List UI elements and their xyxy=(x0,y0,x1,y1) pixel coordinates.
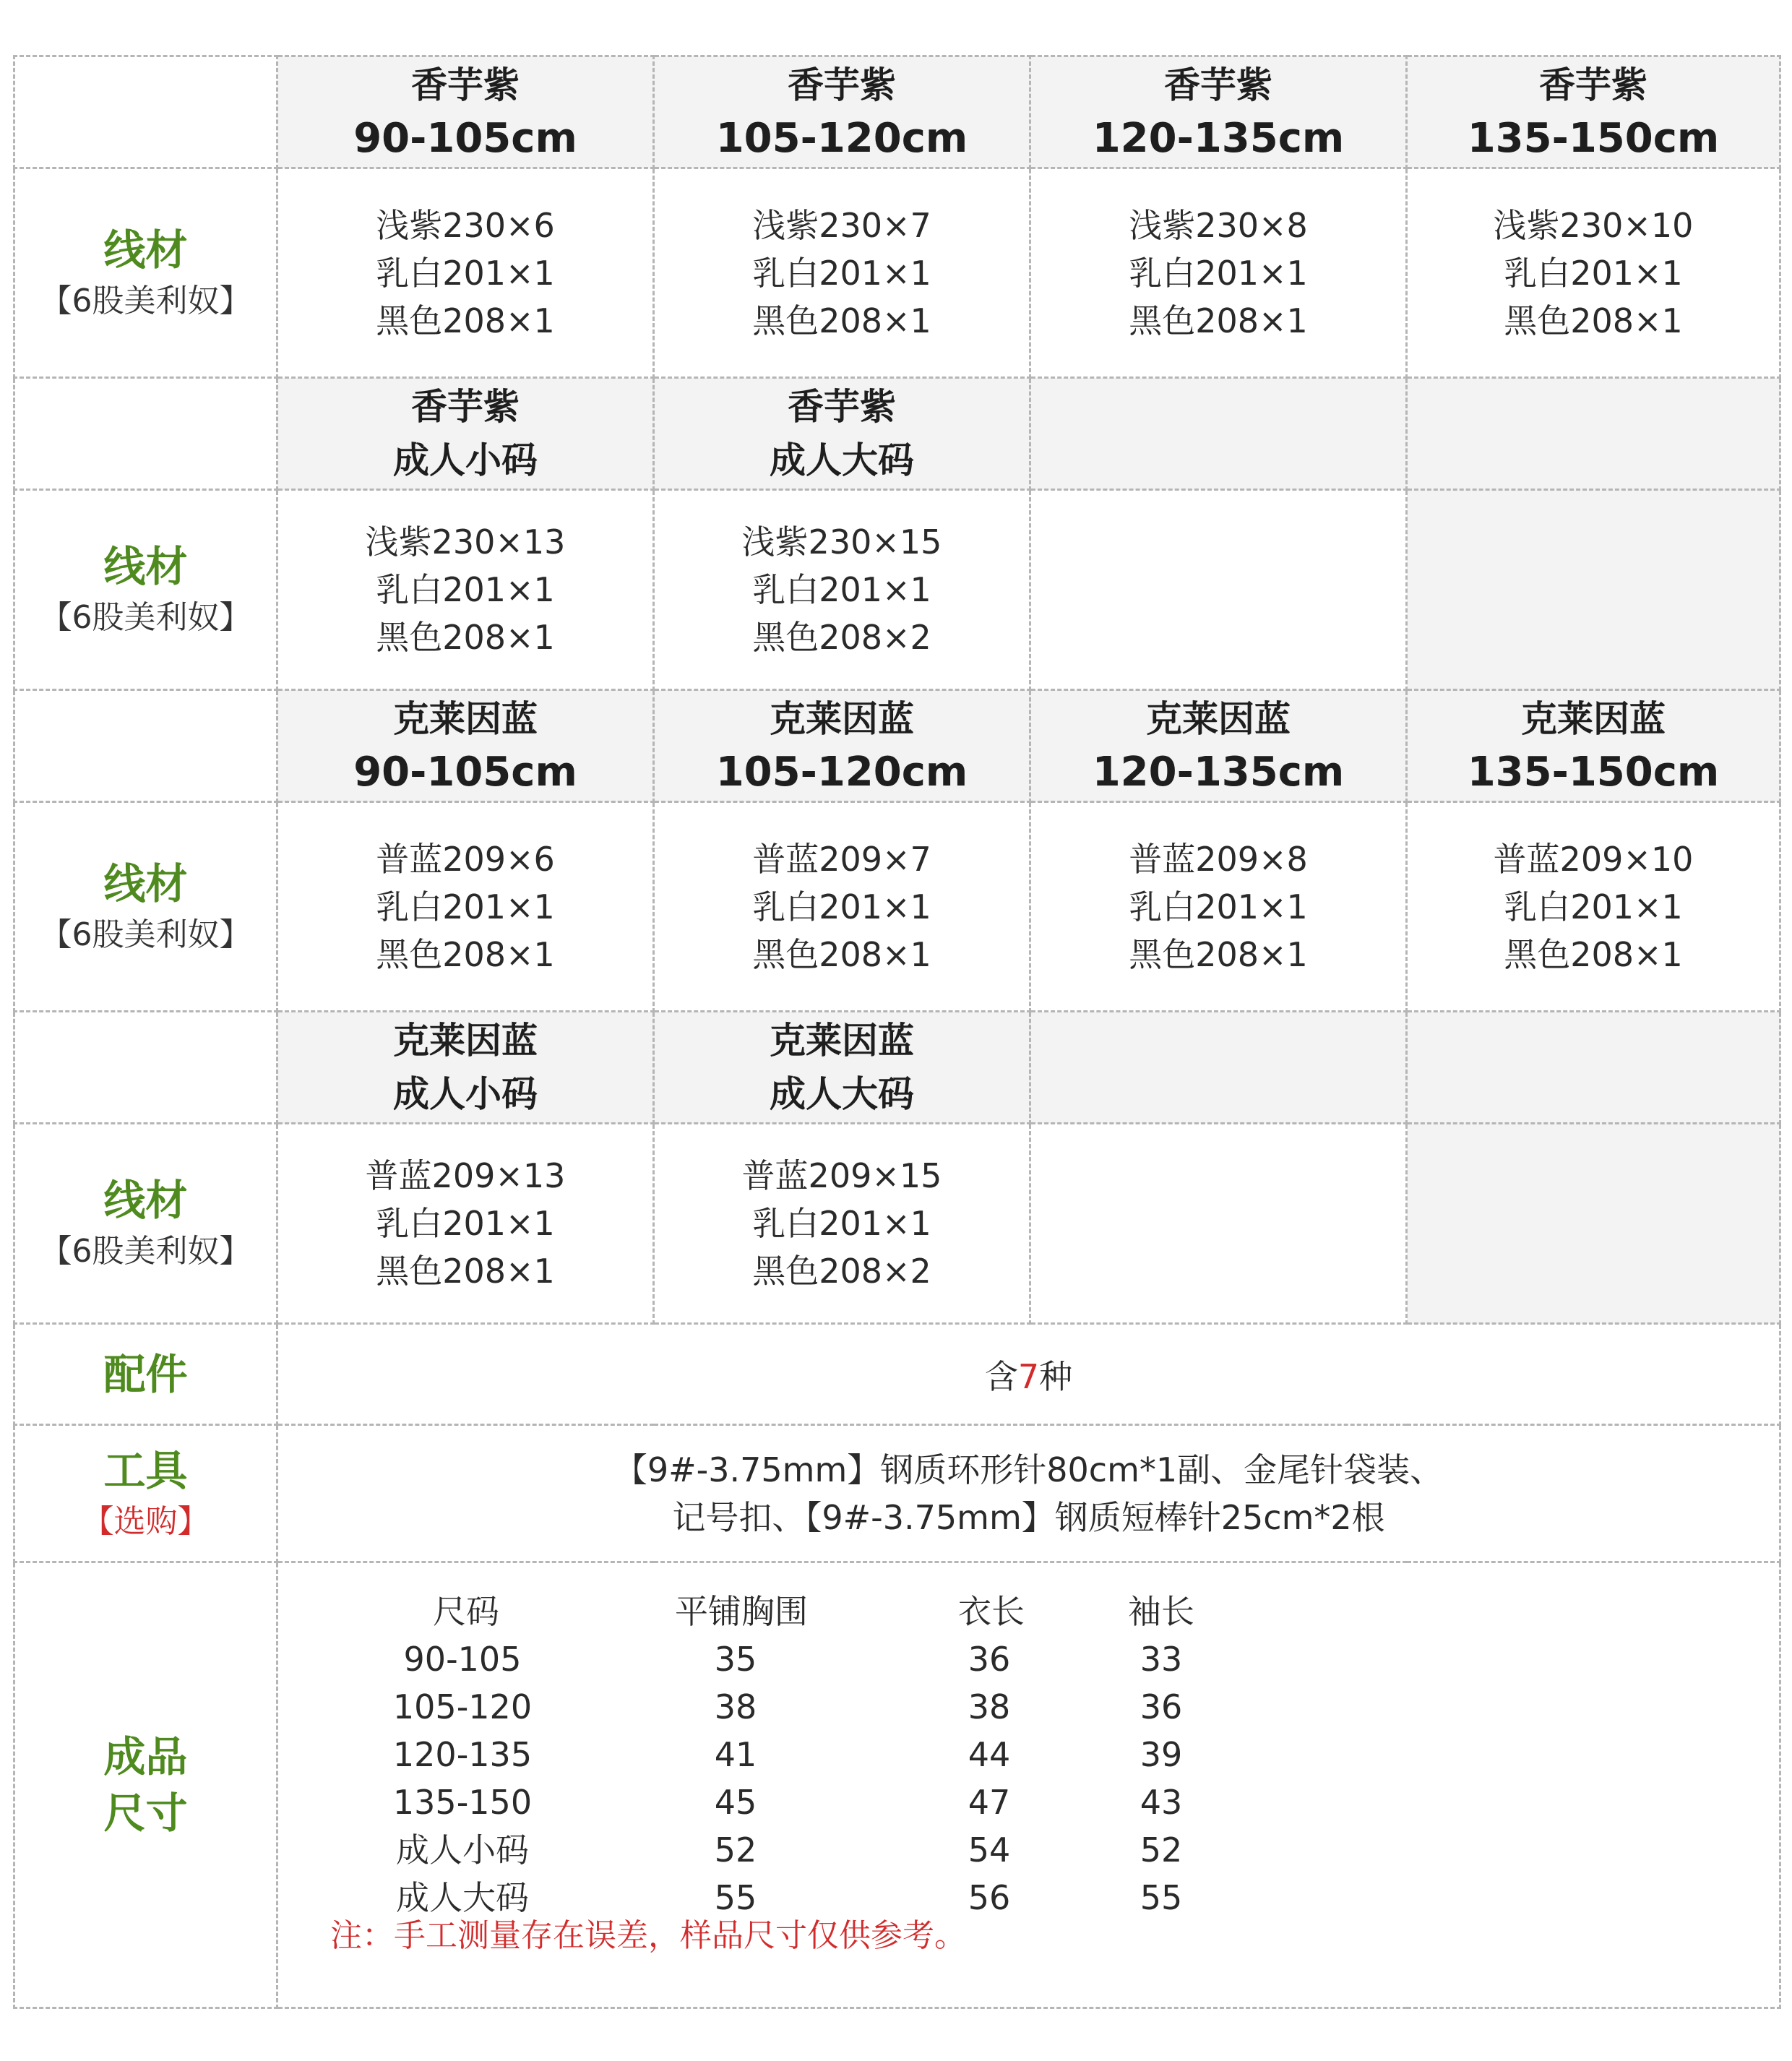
finished-label-cell xyxy=(14,1562,277,2008)
header-size: 120-135cm xyxy=(1092,115,1345,162)
accessories-count: 7 xyxy=(1017,1356,1040,1396)
material-cell: 普蓝209×13 乳白201×1 黑色208×1 xyxy=(277,1124,654,1324)
header-cell xyxy=(277,56,654,168)
spec-table xyxy=(13,55,1781,2009)
header-color: 克莱因蓝 xyxy=(1146,698,1291,740)
header-color: 克莱因蓝 xyxy=(1521,698,1666,740)
header-size: 135-150cm xyxy=(1467,115,1720,162)
material-row-taro-adult xyxy=(14,490,1780,690)
material-cell: 普蓝209×15 乳白201×1 黑色208×2 xyxy=(654,1124,1030,1324)
tools-label: 工具 xyxy=(103,1445,188,1495)
accessories-cell xyxy=(277,1324,1780,1425)
material-cell: 浅紫230×7 乳白201×1 黑色208×1 xyxy=(654,168,1030,378)
material-cell: 浅紫230×15 乳白201×1 黑色208×2 xyxy=(654,490,1030,690)
header-corner-cell xyxy=(14,378,277,490)
header-color: 香芋紫 xyxy=(411,64,520,106)
header-row-klein-kids xyxy=(14,690,1780,802)
material-cell: 普蓝209×8 乳白201×1 黑色208×1 xyxy=(1030,802,1407,1012)
header-row-taro-kids xyxy=(14,56,1780,168)
header-empty-cell xyxy=(1030,1012,1407,1124)
header-cell xyxy=(654,378,1030,490)
finished-size-row xyxy=(14,1562,1780,2008)
accessories-row xyxy=(14,1324,1780,1425)
header-size: 成人大码 xyxy=(770,439,914,481)
material-row-klein-kids xyxy=(14,802,1780,1012)
table-row: 成人大码 55 56 55 xyxy=(396,1878,1183,1917)
material-cell: 普蓝209×7 乳白201×1 黑色208×1 xyxy=(654,802,1030,1012)
material-empty-cell xyxy=(1030,490,1407,690)
tools-label-cell xyxy=(14,1425,277,1562)
material-empty-cell xyxy=(1407,490,1780,690)
header-empty-cell xyxy=(1407,378,1780,490)
table-row: 120-135 41 44 39 xyxy=(392,1735,1183,1774)
tools-line-1: 【9#-3.75mm】钢质环形针80cm*1副、金尾针袋装、 xyxy=(613,1450,1444,1489)
finished-label-line-2: 尺寸 xyxy=(103,1789,188,1838)
finished-size-cell xyxy=(277,1562,1780,2008)
header-color: 香芋紫 xyxy=(411,386,520,428)
header-cell xyxy=(654,56,1030,168)
header-size: 105-120cm xyxy=(715,115,968,162)
header-corner-cell xyxy=(14,690,277,802)
header-size: 105-120cm xyxy=(715,749,968,796)
material-sub-label: 【6股美利奴】 xyxy=(40,1233,251,1270)
header-size: 成人大码 xyxy=(770,1073,914,1115)
accessories-label-cell xyxy=(14,1324,277,1425)
material-label-cell xyxy=(14,490,277,690)
material-label-cell xyxy=(14,168,277,378)
tools-row xyxy=(14,1425,1780,1562)
header-empty-cell xyxy=(1030,378,1407,490)
header-empty-cell xyxy=(1407,1012,1780,1124)
accessories-label: 配件 xyxy=(103,1349,188,1399)
size-table-header xyxy=(330,1588,1233,1635)
header-size: 90-105cm xyxy=(353,749,577,796)
header-color: 香芋紫 xyxy=(1539,64,1647,106)
material-label-cell xyxy=(14,802,277,1012)
header-size: 成人小码 xyxy=(393,439,538,481)
material-sub-label: 【6股美利奴】 xyxy=(40,282,251,319)
header-cell xyxy=(277,378,654,490)
size-col-header: 袖长 xyxy=(1128,1592,1194,1631)
table-row: 105-120 38 38 36 xyxy=(392,1687,1183,1726)
header-size: 135-150cm xyxy=(1467,749,1720,796)
header-row-taro-adult xyxy=(14,378,1780,490)
material-empty-cell xyxy=(1030,1124,1407,1324)
tools-line-2: 记号扣、【9#-3.75mm】钢质短棒针25cm*2根 xyxy=(672,1497,1385,1537)
header-color: 克莱因蓝 xyxy=(770,698,914,740)
material-cell: 浅紫230×6 乳白201×1 黑色208×1 xyxy=(277,168,654,378)
header-corner-cell xyxy=(14,56,277,168)
table-row: 90-105 35 36 33 xyxy=(403,1640,1183,1679)
material-cell: 浅紫230×13 乳白201×1 黑色208×1 xyxy=(277,490,654,690)
material-label: 线材 xyxy=(103,1176,188,1225)
header-color: 克莱因蓝 xyxy=(393,1020,538,1062)
material-cell: 浅紫230×10 乳白201×1 黑色208×1 xyxy=(1407,168,1780,378)
material-row-taro-kids xyxy=(14,168,1780,378)
header-cell xyxy=(1407,690,1780,802)
spec-sheet xyxy=(13,55,1779,2009)
header-size: 成人小码 xyxy=(393,1073,538,1115)
header-size: 120-135cm xyxy=(1092,749,1345,796)
size-table xyxy=(330,1588,1233,1922)
header-corner-cell xyxy=(14,1012,277,1124)
finished-label-line-1: 成品 xyxy=(103,1732,188,1781)
size-chart xyxy=(278,1563,1779,2007)
header-color: 香芋紫 xyxy=(1164,64,1272,106)
header-color: 克莱因蓝 xyxy=(770,1020,914,1062)
size-col-header: 尺码 xyxy=(433,1592,499,1631)
material-cell: 普蓝209×6 乳白201×1 黑色208×1 xyxy=(277,802,654,1012)
header-color: 香芋紫 xyxy=(788,64,896,106)
material-label: 线材 xyxy=(103,225,188,275)
material-label: 线材 xyxy=(103,542,188,591)
measurement-note: 注：手工测量存在误差，样品尺寸仅供参考。 xyxy=(330,1917,966,1954)
header-cell xyxy=(654,690,1030,802)
header-cell xyxy=(1030,56,1407,168)
material-cell: 普蓝209×10 乳白201×1 黑色208×1 xyxy=(1407,802,1780,1012)
header-cell xyxy=(1030,690,1407,802)
material-sub-label: 【6股美利奴】 xyxy=(40,599,251,636)
material-label-cell xyxy=(14,1124,277,1324)
tools-cell xyxy=(277,1425,1780,1562)
size-col-header: 平铺胸围 xyxy=(675,1592,808,1631)
material-label: 线材 xyxy=(103,859,188,908)
header-row-klein-adult xyxy=(14,1012,1780,1124)
table-row: 135-150 45 47 43 xyxy=(392,1783,1183,1822)
header-cell xyxy=(654,1012,1030,1124)
header-color: 香芋紫 xyxy=(788,386,896,428)
table-row: 成人小码 52 54 52 xyxy=(396,1830,1183,1869)
size-col-header: 衣长 xyxy=(958,1592,1025,1631)
header-cell xyxy=(277,1012,654,1124)
material-cell: 浅紫230×8 乳白201×1 黑色208×1 xyxy=(1030,168,1407,378)
header-cell xyxy=(277,690,654,802)
accessories-text: 含7种 xyxy=(984,1356,1073,1396)
material-sub-label: 【6股美利奴】 xyxy=(40,916,251,953)
header-cell xyxy=(1407,56,1780,168)
material-empty-cell xyxy=(1407,1124,1780,1324)
header-color: 克莱因蓝 xyxy=(393,698,538,740)
tools-optional-label: 【选购】 xyxy=(82,1502,210,1540)
header-size: 90-105cm xyxy=(353,115,577,162)
material-row-klein-adult xyxy=(14,1124,1780,1324)
